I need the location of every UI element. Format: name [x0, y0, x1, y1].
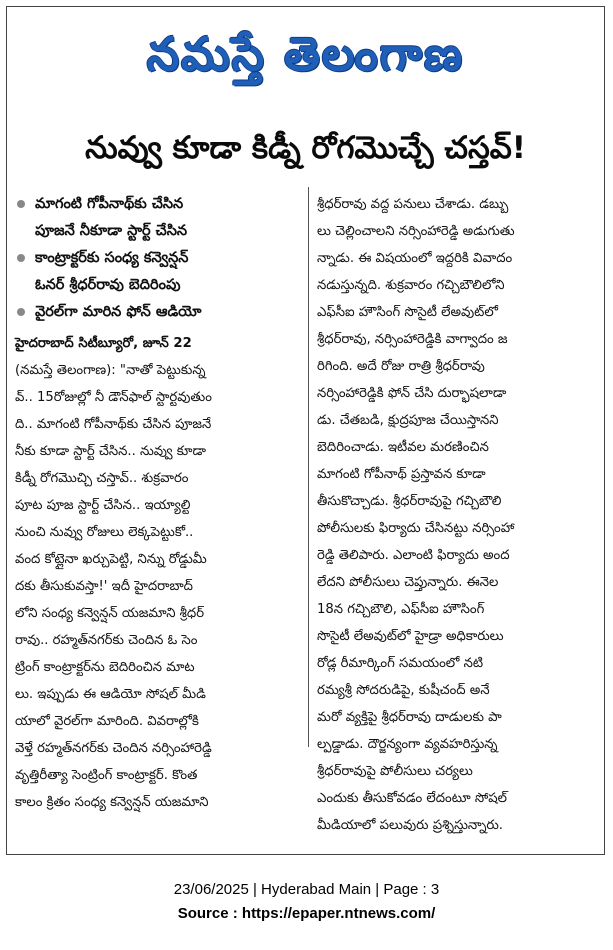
body-line: వృత్తిరీత్యా సెంట్రింగ్ కాంట్రాక్టర్. కొంత — [15, 768, 198, 783]
body-line: రోడ్ల రీమార్కింగ్ సమయంలో నటి — [317, 656, 484, 671]
bullet-item — [15, 272, 301, 299]
body-line: ల్పడ్డాడు. దౌర్జన్యంగా వ్యవహరిస్తున్న — [317, 737, 498, 752]
body-line: శ్రీధర్‌రావుపై పోలీసులు చర్యలు — [317, 764, 473, 779]
body-line: లు. ఇప్పుడు ఈ ఆడియో సోషల్ మీడి — [15, 687, 206, 702]
column-divider — [308, 187, 309, 747]
body-line: దకు తీసుకువస్తా!' ఇదీ హైదరాబాద్ — [15, 579, 193, 594]
body-line: (నమస్తే తెలంగాణ): "నాతో పెట్టుకున్న — [15, 363, 206, 378]
body-line: వ్.. 15రోజుల్లో నీ డౌన్‌ఫాల్ స్టార్టవుతుం — [15, 390, 212, 405]
highlight-bullets — [15, 191, 301, 326]
body-line: వంద కోట్లైనా ఖర్చుపెట్టి, నిన్ను రోడ్డుమీ — [15, 552, 207, 567]
bullet-text: వైరల్‌గా మారిన ఫోన్ ఆడియో — [35, 304, 202, 320]
body-line: నర్సింహారెడ్డికి ఫోన్ చేసి దుర్భాషలాడా — [317, 386, 507, 401]
edition-info: 23/06/2025 | Hyderabad Main | Page : 3 — [173, 881, 440, 898]
bullet-item — [15, 218, 301, 245]
body-line: శ్రీధర్‌రావు, నర్సింహారెడ్డికి వాగ్వాదం జ — [317, 332, 508, 347]
bullet-dot-icon — [17, 308, 25, 316]
body-line: నడుస్తున్నది. శుక్రవారం గచ్చిబౌలిలోని — [317, 278, 505, 293]
body-line: వెళ్తే రహ్మత్‌నగర్‌కు చెందిన నర్సింహారెడ్డి — [15, 741, 212, 756]
body-line: రిగింది. అదే రోజు రాత్రి శ్రీధర్‌రావు — [317, 359, 485, 374]
masthead-logo: నమస్తే తెలంగాణ — [146, 27, 465, 81]
article-body-right — [317, 191, 603, 839]
article-body-left — [15, 330, 301, 816]
body-line: నుంచి నువ్వు రోజులు లెక్కపెట్టుకో.. — [15, 525, 194, 540]
body-line: పూట పూజ స్టార్ట్ చేసిన.. ఇయ్యాల్టి — [15, 498, 191, 513]
body-line: లోని సంధ్య కన్వెన్షన్ యజమాని శ్రీధర్ — [15, 606, 205, 621]
left-column — [15, 191, 301, 810]
body-line: తీసుకొచ్చాడు. శ్రీధర్‌రావుపై గచ్చిబౌలి — [317, 494, 502, 509]
article-headline: నువ్వు కూడా కిడ్నీ రోగమొచ్చే చస్తవ్! — [85, 130, 526, 166]
body-line: కిడ్నీ రోగమొచ్చి చస్తావ్.. శుక్రవారం — [15, 471, 189, 486]
body-line: సొసైటీ లేఅవుట్‌లో హైడ్రా అధికారులు — [317, 629, 504, 644]
body-line: న్నాడు. ఈ విషయంలో ఇద్దరికి వివాదం — [317, 251, 513, 266]
body-line: శ్రీధర్‌రావు వద్ద పనులు చేశాడు. డబ్బు — [317, 197, 509, 212]
clipping-frame — [6, 6, 605, 855]
clipping-footer — [0, 878, 613, 926]
body-line: కాలం క్రితం సంధ్య కన్వెన్షన్ యజమాని — [15, 795, 209, 810]
body-line: మరో వ్యక్తిపై శ్రీధర్‌రావు దాడులకు పా — [317, 710, 502, 725]
body-line: లు చెల్లించాలని నర్సింహారెడ్డి అడుగుతు — [317, 224, 515, 239]
body-line: ఎందుకు తీసుకోవడం లేదంటూ సోషల్ — [317, 791, 507, 806]
bullet-dot-icon — [17, 254, 25, 262]
bullet-dot-icon — [17, 200, 25, 208]
bullet-item — [15, 191, 301, 218]
body-line: నీకు కూడా స్టార్ట్ చేసిన.. నువ్వు కూడా — [15, 444, 206, 459]
body-line: 18న గచ్చిబౌలి, ఎఫ్‌సీఐ హౌసింగ్ — [317, 602, 485, 617]
body-line: హైదరాబాద్ సిటీబ్యూరో, జూన్ 22 — [15, 336, 192, 351]
body-line: ఎఫ్‌సీఐ హౌసింగ్ సొసైటీ లేఅవుట్‌లో — [317, 305, 498, 320]
body-line: రావు.. రహ్మత్‌నగర్‌కు చెందిన ఓ సెం — [15, 633, 198, 648]
bullet-text: పూజనే నీకూడా స్టార్ట్ చేసిన — [35, 223, 188, 239]
body-line: డు. చేతబడి, క్షుద్రపూజ చేయిస్తానని — [317, 413, 499, 428]
body-line: ట్రింగ్ కాంట్రాక్టర్‌ను బెదిరించిన మాట — [15, 660, 195, 675]
body-line: మీడియాలో పలువురు ప్రశ్నిస్తున్నారు. — [317, 818, 504, 833]
bullet-item — [15, 299, 301, 326]
body-line: ది.. మాగంటి గోపీనాథ్‌కు చేసిన పూజనే — [15, 417, 212, 432]
body-line: రెడ్డి తెలిపారు. ఎలాంటి ఫిర్యాదు అంద — [317, 548, 510, 563]
body-line: యాలో వైరల్‌గా మారింది. వివరాల్లోకి — [15, 714, 199, 729]
source-link[interactable]: Source : https://epaper.ntnews.com/ — [177, 905, 436, 922]
bullet-text: ఓనర్ శ్రీధర్‌రావు బెదిరింపు — [35, 277, 181, 293]
bullet-item — [15, 245, 301, 272]
right-column — [317, 191, 603, 851]
body-line: పోలీసులకు ఫిర్యాదు చేసినట్టు నర్సింహా — [317, 521, 515, 536]
bullet-text: మాగంటి గోపీనాథ్‌కు చేసిన — [35, 196, 184, 212]
body-line: బెదిరించాడు. ఇటీవల మరణించిన — [317, 440, 489, 455]
body-line: లేదని పోలీసులు చెప్తున్నారు. ఈనెల — [317, 575, 499, 590]
body-line: రమ్యశ్రీ సోదరుడిపై, కుషీచంద్ అనే — [317, 683, 490, 698]
body-line: మాగంటి గోపీనాథ్ ప్రస్తావన కూడా — [317, 467, 486, 482]
bullet-text: కాంట్రాక్టర్‌కు సంధ్య కన్వెన్షన్ — [35, 250, 189, 266]
